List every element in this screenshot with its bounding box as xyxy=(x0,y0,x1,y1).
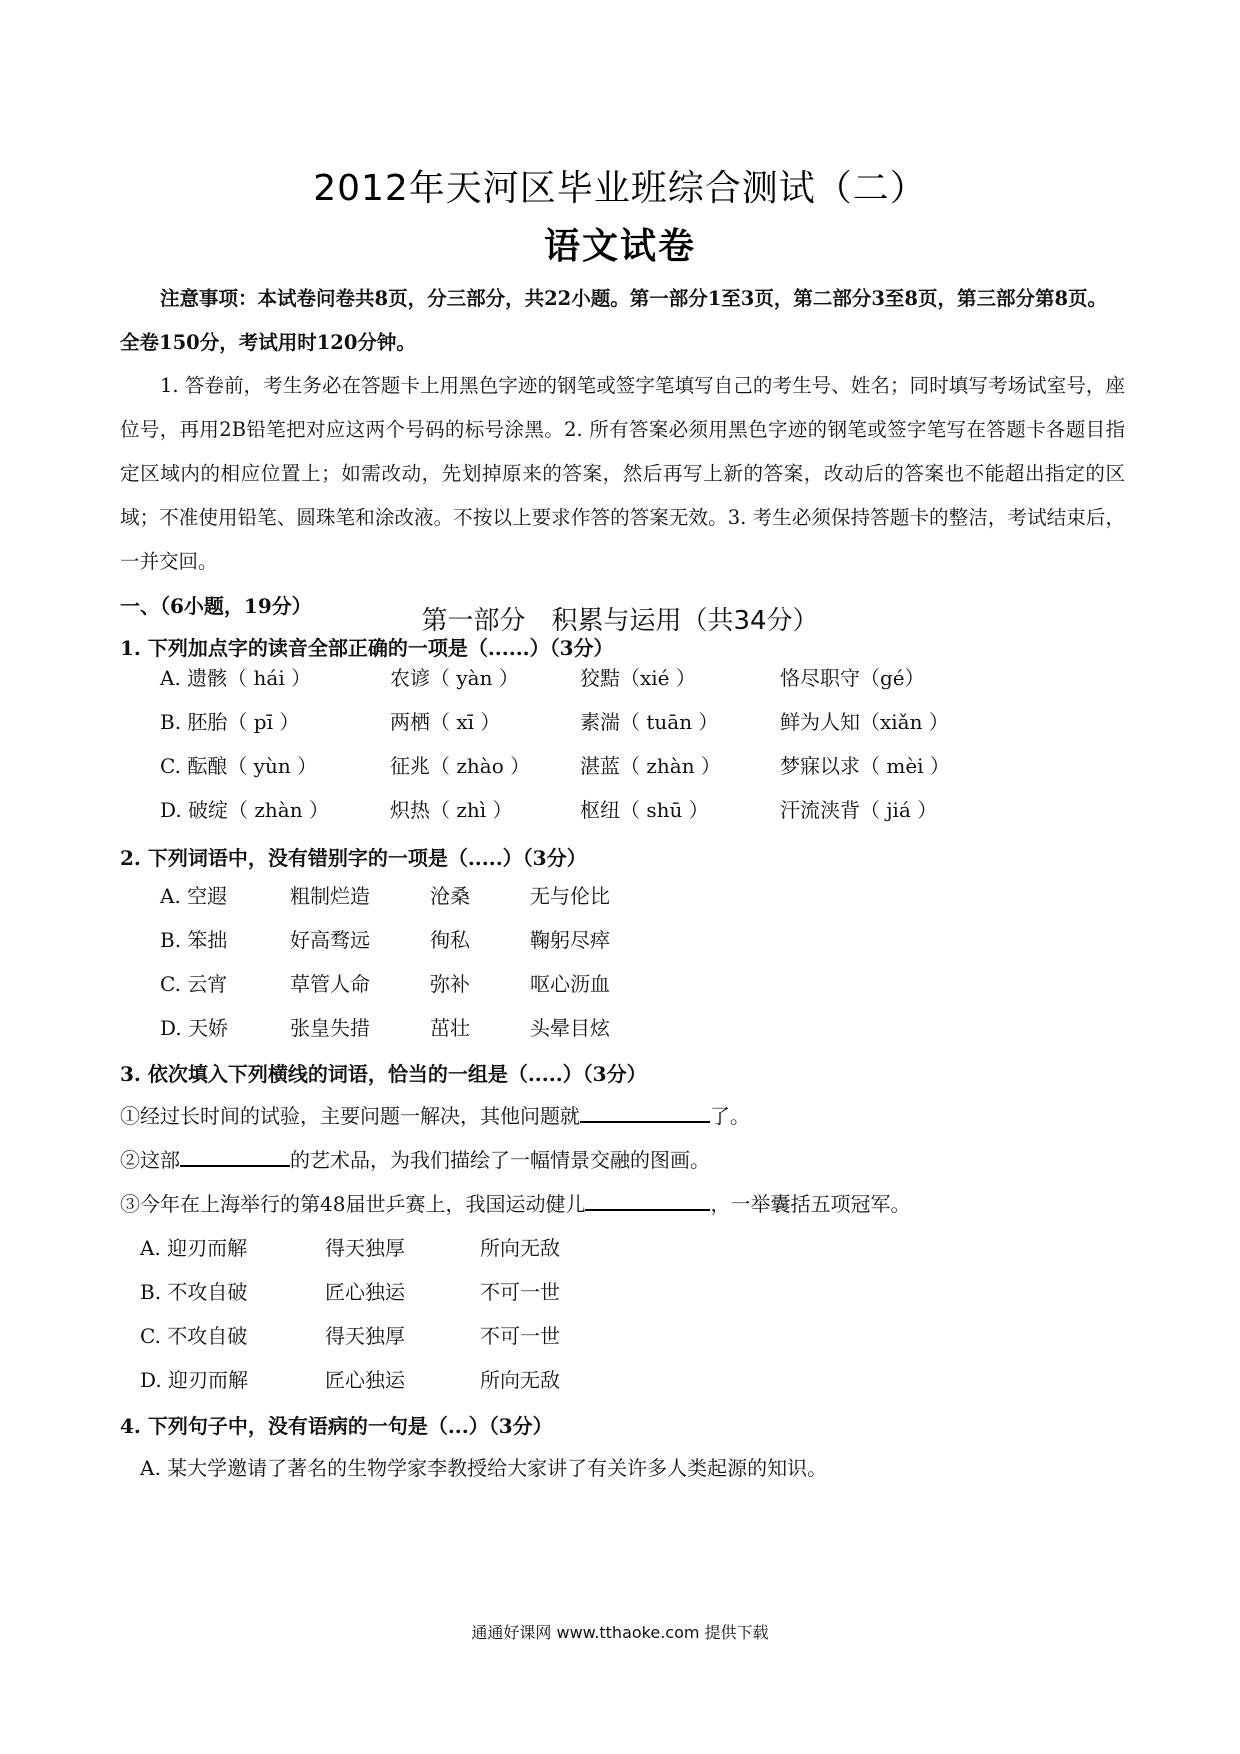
q3-a-1: A. 迎刃而解 xyxy=(140,1236,248,1260)
q2-c-3: 弥补 xyxy=(430,972,470,996)
q3-s2-text: ②这部 xyxy=(120,1148,180,1172)
section1-heading: 一、（6小题，19分） xyxy=(120,594,312,618)
part1-heading: 第一部分 积累与运用（共34分） xyxy=(421,606,819,636)
q3-blank-2 xyxy=(180,1145,290,1167)
q2-b-3: 徇私 xyxy=(430,928,470,952)
q1-b-4: 鲜为人知（xiǎn ） xyxy=(780,710,949,734)
q2-a-1: A. 空遐 xyxy=(160,884,228,908)
q1-c-4: 梦寐以求（ mèi ） xyxy=(780,754,950,778)
q1-a-1: A. 遗骸（ hái ） xyxy=(160,666,312,690)
q3-blank-3 xyxy=(585,1189,710,1211)
question-4-stem: 4. 下列句子中，没有语病的一句是（...）（3分） xyxy=(120,1414,553,1438)
q2-d-1: D. 天娇 xyxy=(160,1016,229,1040)
q1-b-2: 两栖（ xī ） xyxy=(390,710,501,734)
q1-d-3: 枢纽（ shū ） xyxy=(580,798,709,822)
q3-sentence-3 xyxy=(120,1188,910,1217)
q2-b-1: B. 笨拙 xyxy=(160,928,228,952)
q3-s1-text: ①经过长时间的试验，主要问题一解决，其他问题就 xyxy=(120,1104,580,1128)
q3-s3-end: ，一举囊括五项冠军。 xyxy=(710,1192,911,1216)
exam-title: 2012年天河区毕业班综合测试（二） xyxy=(313,168,927,209)
q2-d-4: 头晕目炫 xyxy=(530,1016,610,1040)
q3-s3-text: ③今年在上海举行的第48届世乒赛上，我国运动健儿 xyxy=(120,1192,586,1216)
q1-d-2: 炽热（ zhì ） xyxy=(390,798,513,822)
q3-d-2: 匠心独运 xyxy=(325,1368,405,1392)
q3-c-2: 得天独厚 xyxy=(325,1324,405,1348)
q2-d-2: 张皇失措 xyxy=(290,1016,370,1040)
q1-c-2: 征兆（ zhào ） xyxy=(390,754,531,778)
q1-d-4: 汗流浃背（ jiá ） xyxy=(780,798,938,822)
q2-d-3: 茁壮 xyxy=(430,1016,470,1040)
q2-a-4: 无与伦比 xyxy=(530,884,610,908)
q1-a-4: 恪尽职守（gé） xyxy=(780,666,925,690)
q1-b-3: 素湍（ tuān ） xyxy=(580,710,719,734)
q3-a-3: 所向无敌 xyxy=(480,1236,560,1260)
q3-a-2: 得天独厚 xyxy=(325,1236,405,1260)
q2-b-4: 鞠躬尽瘁 xyxy=(530,928,610,952)
q1-a-3: 狡黠（xié ） xyxy=(580,666,696,690)
q1-c-3: 湛蓝（ zhàn ） xyxy=(580,754,721,778)
q2-a-3: 沧桑 xyxy=(430,884,470,908)
q3-sentence-1 xyxy=(120,1100,750,1129)
q3-d-1: D. 迎刃而解 xyxy=(140,1368,249,1392)
question-3-stem: 3. 依次填入下列横线的词语，恰当的一组是（.....）（3分） xyxy=(120,1062,647,1086)
page-footer: 通通好课网 www.tthaoke.com 提供下载 xyxy=(471,1623,769,1642)
q2-c-2: 草管人命 xyxy=(290,972,370,996)
q3-sentence-2 xyxy=(120,1144,710,1173)
q3-d-3: 所向无敌 xyxy=(480,1368,560,1392)
q3-b-3: 不可一世 xyxy=(480,1280,560,1304)
q3-blank-1 xyxy=(580,1101,710,1123)
exam-subtitle: 语文试卷 xyxy=(543,226,696,267)
q2-c-4: 呕心沥血 xyxy=(530,972,610,996)
q1-b-1: B. 胚胎（ pī ） xyxy=(160,710,300,734)
q2-c-1: C. 云宵 xyxy=(160,972,228,996)
q3-c-1: C. 不攻自破 xyxy=(140,1324,248,1348)
q1-d-1: D. 破绽（ zhàn ） xyxy=(160,798,329,822)
q3-s2-end: 的艺术品，为我们描绘了一幅情景交融的图画。 xyxy=(290,1148,710,1172)
question-1-stem: 1. 下列加点字的读音全部正确的一项是（......）（3分） xyxy=(120,636,614,660)
q3-b-1: B. 不攻自破 xyxy=(140,1280,248,1304)
notice-body: 1. 答卷前，考生务必在答题卡上用黑色字迹的钢笔或签字笔填写自己的考生号、姓名；同时填写考场试室号，座位号，再用2B铅笔把对应这两个号码的标号涂黑。2. 所有答案必须用黑色字迹的钢笔或签字笔写在答题卡各题目指定区域内的相应位置上；如需改动，先划掉原来的答案，然后再写上新的答案，改动后的答案也不能超出指定的区域；不准使用铅笔、圆珠笔和涂改液。不按以上要求作答的答案无效。3. 考生必须保持答题卡的整洁，考试结束后，一并交回。 xyxy=(120,374,1125,573)
q2-a-2: 粗制烂造 xyxy=(290,884,370,908)
q4-option-a: A. 某大学邀请了著名的生物学家李教授给大家讲了有关许多人类起源的知识。 xyxy=(140,1456,828,1480)
notice-heading: 注意事项：本试卷问卷共8页，分三部分，共22小题。第一部分1至3页，第二部分3至8页，第三部分第8页。全卷150分，考试用时120分钟。 xyxy=(120,287,1108,354)
q3-b-2: 匠心独运 xyxy=(325,1280,405,1304)
q3-c-3: 不可一世 xyxy=(480,1324,560,1348)
q1-a-2: 农谚（ yàn ） xyxy=(390,666,519,690)
question-2-stem: 2. 下列词语中，没有错别字的一项是（.....）（3分） xyxy=(120,846,587,870)
q1-c-1: C. 酝酿（ yùn ） xyxy=(160,754,318,778)
q3-s1-end: 了。 xyxy=(710,1104,750,1128)
q2-b-2: 好高骛远 xyxy=(290,928,370,952)
